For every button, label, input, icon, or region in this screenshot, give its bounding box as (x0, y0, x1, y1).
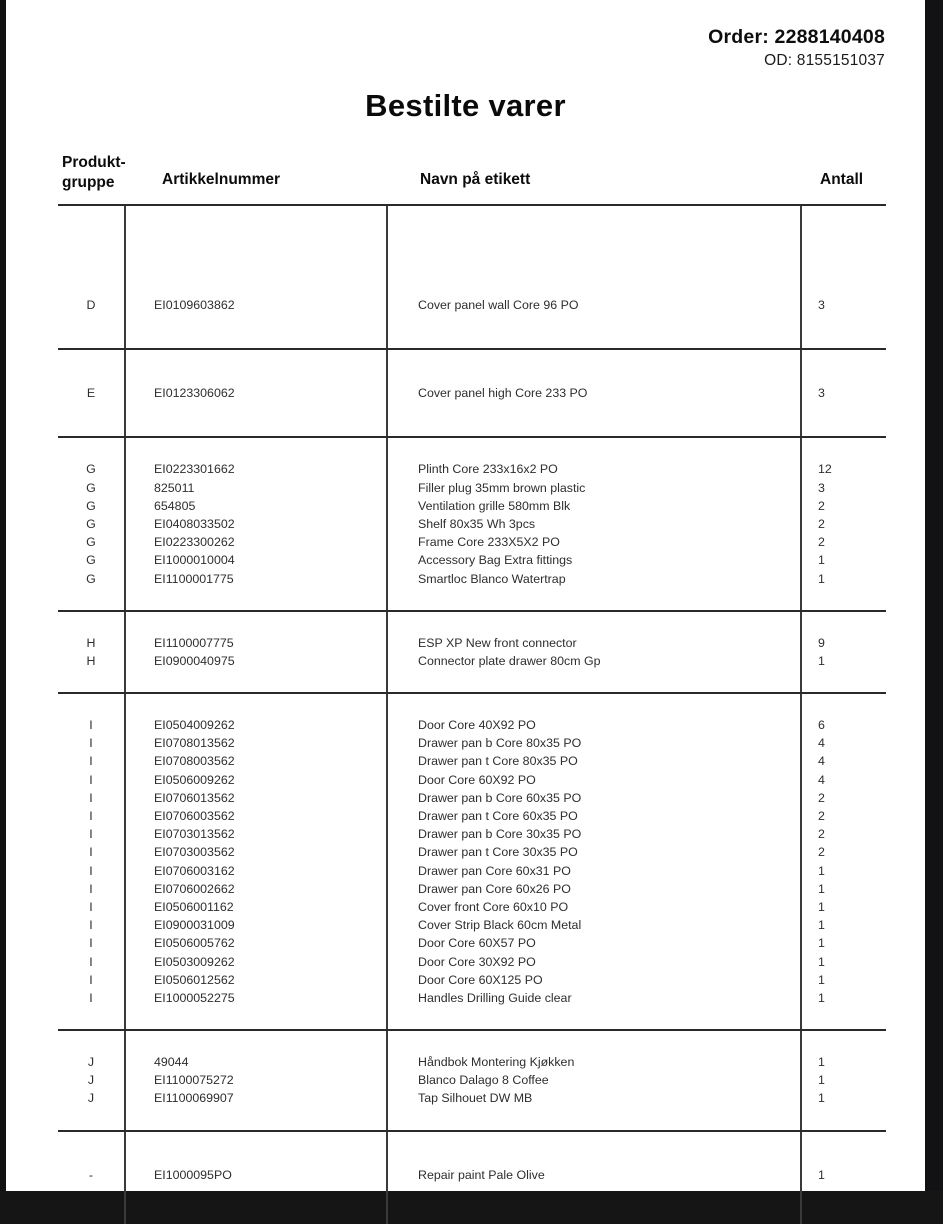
cell-quantity: 2 (818, 845, 825, 860)
cell-article-number: EI0900040975 (154, 653, 235, 668)
cell-label-name: Connector plate drawer 80cm Gp (418, 653, 601, 668)
cell-label-name: Cover front Core 60x10 PO (418, 899, 569, 914)
cell-label-name: Plinth Core 233x16x2 PO (418, 462, 558, 477)
cell-product-group: I (89, 845, 93, 860)
cell-quantity: 2 (818, 809, 825, 823)
group-spacer-bottom (58, 1108, 886, 1130)
cell-label-name: Cover panel wall Core 96 PO (418, 298, 579, 312)
cell-quantity: 3 (818, 386, 825, 401)
table-row[interactable] (58, 570, 886, 588)
cell-article-number: EI0703003562 (154, 845, 235, 860)
table-row[interactable] (58, 1089, 886, 1107)
cell-article-number: EI0504009262 (154, 718, 235, 733)
group-spacer-top (58, 1132, 886, 1166)
column-header-article-number: Artikkelnummer (162, 171, 281, 188)
cell-label-name: Drawer pan b Core 30x35 PO (418, 827, 582, 842)
product-group-block (58, 1132, 886, 1218)
table-row[interactable] (58, 652, 886, 670)
column-header-product-group-line2: gruppe (62, 174, 115, 192)
cell-product-group: J (87, 1091, 95, 1106)
cell-article-number: EI0506009262 (154, 772, 235, 787)
table-row[interactable] (58, 1071, 886, 1089)
cell-label-name: Frame Core 233X5X2 PO (418, 535, 560, 550)
cell-quantity: 4 (818, 772, 825, 787)
cell-quantity: 1 (818, 571, 825, 586)
cell-label-name: Ventilation grille 580mm Blk (418, 498, 571, 513)
cell-quantity: 2 (818, 827, 825, 842)
cell-quantity: 1 (818, 1055, 825, 1070)
cell-product-group: I (89, 863, 93, 878)
group-spacer-top (58, 694, 886, 716)
cell-quantity: 1 (818, 553, 825, 568)
cell-quantity: 1 (818, 1091, 825, 1106)
table-row[interactable] (58, 789, 886, 807)
table-row[interactable] (58, 551, 886, 569)
group-spacer-top (58, 438, 886, 460)
cell-article-number: EI0706003162 (154, 863, 235, 878)
cell-label-name: Håndbok Montering Kjøkken (418, 1055, 575, 1070)
group-spacer-top (58, 262, 886, 296)
table-row[interactable] (58, 843, 886, 861)
group-spacer-bottom (58, 588, 886, 610)
table-row[interactable] (58, 515, 886, 533)
cell-product-group: I (89, 790, 93, 805)
page-title: Bestilte varer (365, 88, 566, 123)
cell-product-group: E (86, 386, 96, 401)
cell-quantity: 1 (818, 990, 825, 1005)
cell-label-name: Drawer pan t Core 80x35 PO (418, 754, 578, 769)
product-group-block (58, 612, 886, 692)
cell-product-group: I (89, 990, 93, 1005)
cell-article-number: EI0109603862 (154, 298, 235, 312)
cell-product-group: I (89, 881, 93, 896)
column-header-product-group-line1: Produkt- (62, 154, 126, 171)
group-spacer-bottom (58, 402, 886, 436)
cell-quantity: 2 (818, 535, 825, 550)
cell-product-group: I (89, 809, 93, 823)
cell-product-group: G (86, 516, 96, 531)
cell-product-group: G (86, 480, 96, 495)
group-spacer-bottom (58, 1007, 886, 1029)
table-row[interactable] (58, 825, 886, 843)
od-number: OD: 8155151037 (764, 52, 885, 69)
table-row[interactable] (58, 953, 886, 971)
cell-quantity: 9 (818, 635, 825, 650)
cell-product-group: G (86, 498, 96, 513)
cell-product-group: G (86, 462, 96, 477)
table-row[interactable] (58, 634, 886, 652)
cell-quantity: 2 (818, 516, 825, 531)
cell-article-number: EI0706002662 (154, 881, 235, 896)
cell-article-number: EI1100069907 (154, 1091, 234, 1106)
cell-label-name: Drawer pan t Core 60x35 PO (418, 809, 578, 823)
cell-article-number: EI1100001775 (154, 571, 234, 586)
cell-product-group: I (89, 772, 93, 787)
cell-product-group: - (88, 1167, 94, 1182)
table-row[interactable] (58, 880, 886, 898)
cell-quantity: 2 (818, 498, 825, 513)
cell-article-number: EI1000095PO (154, 1167, 232, 1182)
cell-article-number: EI0506012562 (154, 972, 235, 987)
table-header (58, 148, 886, 204)
cell-quantity: 1 (818, 972, 825, 987)
table-row[interactable] (58, 716, 886, 734)
page-edge-right (925, 0, 943, 1191)
table-row[interactable] (58, 862, 886, 880)
cell-article-number: 654805 (154, 498, 196, 513)
product-group-block (58, 350, 886, 436)
cell-product-group: G (86, 535, 96, 550)
table-row[interactable] (58, 934, 886, 952)
table-row[interactable] (58, 807, 886, 825)
cell-product-group: D (86, 298, 96, 312)
cell-quantity: 1 (818, 881, 825, 896)
cell-quantity: 4 (818, 754, 825, 769)
table-row[interactable] (58, 916, 886, 934)
table-row[interactable] (58, 971, 886, 989)
cell-quantity: 12 (818, 462, 832, 477)
cell-product-group: G (86, 571, 96, 586)
cell-label-name: Door Core 40X92 PO (418, 718, 536, 733)
product-group-block (58, 438, 886, 609)
cell-product-group: I (89, 972, 93, 987)
cell-product-group: I (89, 736, 93, 751)
cell-label-name: Drawer pan Core 60x31 PO (418, 863, 571, 878)
group-spacer-bottom (58, 1184, 886, 1218)
table-row[interactable] (58, 771, 886, 789)
table-body (58, 204, 886, 1218)
cell-label-name: Smartloc Blanco Watertrap (418, 571, 566, 586)
cell-quantity: 1 (818, 653, 825, 668)
cell-article-number: EI1000010004 (154, 553, 235, 568)
cell-quantity: 1 (818, 936, 825, 951)
cell-quantity: 1 (818, 1073, 825, 1088)
cell-quantity: 3 (818, 480, 825, 495)
table-row[interactable] (58, 734, 886, 752)
cell-label-name: Tap Silhouet DW MB (418, 1091, 533, 1106)
table-row[interactable] (58, 1053, 886, 1071)
table-row[interactable] (58, 1166, 886, 1184)
group-spacer-top (58, 350, 886, 384)
cell-product-group: I (89, 899, 93, 914)
cell-article-number: EI0708013562 (154, 736, 235, 751)
cell-label-name: Door Core 60X125 PO (418, 972, 543, 987)
cell-article-number: EI0123306062 (154, 386, 235, 401)
group-spacer-top (58, 612, 886, 634)
order-number: Order: 2288140408 (708, 26, 885, 48)
column-header-product-group (62, 153, 128, 194)
cell-product-group: G (86, 553, 96, 568)
table-row[interactable] (58, 989, 886, 1007)
table-row[interactable] (58, 296, 886, 314)
cell-product-group: H (86, 635, 96, 650)
cell-article-number: EI0706003562 (154, 809, 235, 823)
cell-article-number: EI0703013562 (154, 827, 235, 842)
document-page (6, 0, 925, 1191)
cell-article-number: EI0408033502 (154, 516, 235, 531)
cell-label-name: Door Core 60X57 PO (418, 936, 536, 951)
cell-article-number: EI0223301662 (154, 462, 235, 477)
cell-label-name: ESP XP New front connector (418, 635, 577, 650)
cell-label-name: Cover Strip Black 60cm Metal (418, 918, 582, 933)
cell-product-group: I (89, 754, 93, 769)
cell-label-name: Handles Drilling Guide clear (418, 990, 572, 1005)
cell-quantity: 1 (818, 899, 825, 914)
cell-product-group: I (89, 936, 93, 951)
table-row[interactable] (58, 460, 886, 478)
column-header-quantity: Antall (820, 171, 864, 188)
cell-label-name: Blanco Dalago 8 Coffee (418, 1073, 549, 1088)
cell-product-group: I (89, 954, 93, 969)
cell-label-name: Filler plug 35mm brown plastic (418, 480, 586, 495)
order-identifiers (708, 26, 885, 70)
cell-article-number: EI1000052275 (154, 990, 235, 1005)
column-header-label-name: Navn på etikett (420, 171, 531, 188)
cell-article-number: EI0900031009 (154, 918, 235, 933)
cell-label-name: Door Core 60X92 PO (418, 772, 536, 787)
cell-article-number: EI0708003562 (154, 754, 235, 769)
cell-article-number: EI0223300262 (154, 535, 235, 550)
ordered-items-table (58, 148, 886, 1218)
cell-article-number: EI1100007775 (154, 635, 234, 650)
cell-quantity: 2 (818, 790, 825, 805)
product-group-block (58, 694, 886, 1029)
cell-quantity: 1 (818, 918, 825, 933)
cell-article-number: EI0506005762 (154, 936, 235, 951)
cell-product-group: J (87, 1073, 95, 1088)
table-row[interactable] (58, 898, 886, 916)
cell-article-number: 825011 (154, 480, 195, 495)
cell-label-name: Shelf 80x35 Wh 3pcs (418, 516, 536, 531)
cell-product-group: I (89, 718, 93, 733)
cell-quantity: 1 (818, 954, 825, 969)
cell-article-number: EI1100075272 (154, 1073, 234, 1088)
cell-quantity: 4 (818, 736, 825, 751)
cell-label-name: Drawer pan b Core 80x35 PO (418, 736, 582, 751)
cell-product-group: J (87, 1055, 95, 1070)
group-spacer-bottom (58, 670, 886, 692)
table-row[interactable] (58, 533, 886, 551)
cell-article-number: EI0503009262 (154, 954, 235, 969)
table-row[interactable] (58, 479, 886, 497)
cell-quantity: 6 (818, 718, 825, 733)
table-row[interactable] (58, 752, 886, 770)
cell-label-name: Cover panel high Core 233 PO (418, 386, 588, 401)
group-spacer-bottom (58, 314, 886, 348)
cell-quantity: 3 (818, 298, 825, 312)
product-group-block (58, 262, 886, 348)
table-row[interactable] (58, 384, 886, 402)
table-row[interactable] (58, 497, 886, 515)
cell-label-name: Drawer pan b Core 60x35 PO (418, 790, 582, 805)
cell-label-name: Repair paint Pale Olive (418, 1167, 545, 1182)
cell-label-name: Drawer pan Core 60x26 PO (418, 881, 571, 896)
cell-product-group: I (89, 827, 93, 842)
cell-article-number: EI0506001162 (154, 899, 234, 914)
cell-label-name: Door Core 30X92 PO (418, 954, 536, 969)
group-spacer-top (58, 1031, 886, 1053)
cell-quantity: 1 (818, 863, 825, 878)
cell-label-name: Drawer pan t Core 30x35 PO (418, 845, 578, 860)
cell-article-number: 49044 (154, 1055, 189, 1070)
cell-label-name: Accessory Bag Extra fittings (418, 553, 573, 568)
product-group-block (58, 1031, 886, 1130)
cell-quantity: 1 (818, 1167, 825, 1182)
cell-product-group: I (89, 918, 93, 933)
cell-product-group: H (86, 653, 96, 668)
cell-article-number: EI0706013562 (154, 790, 235, 805)
